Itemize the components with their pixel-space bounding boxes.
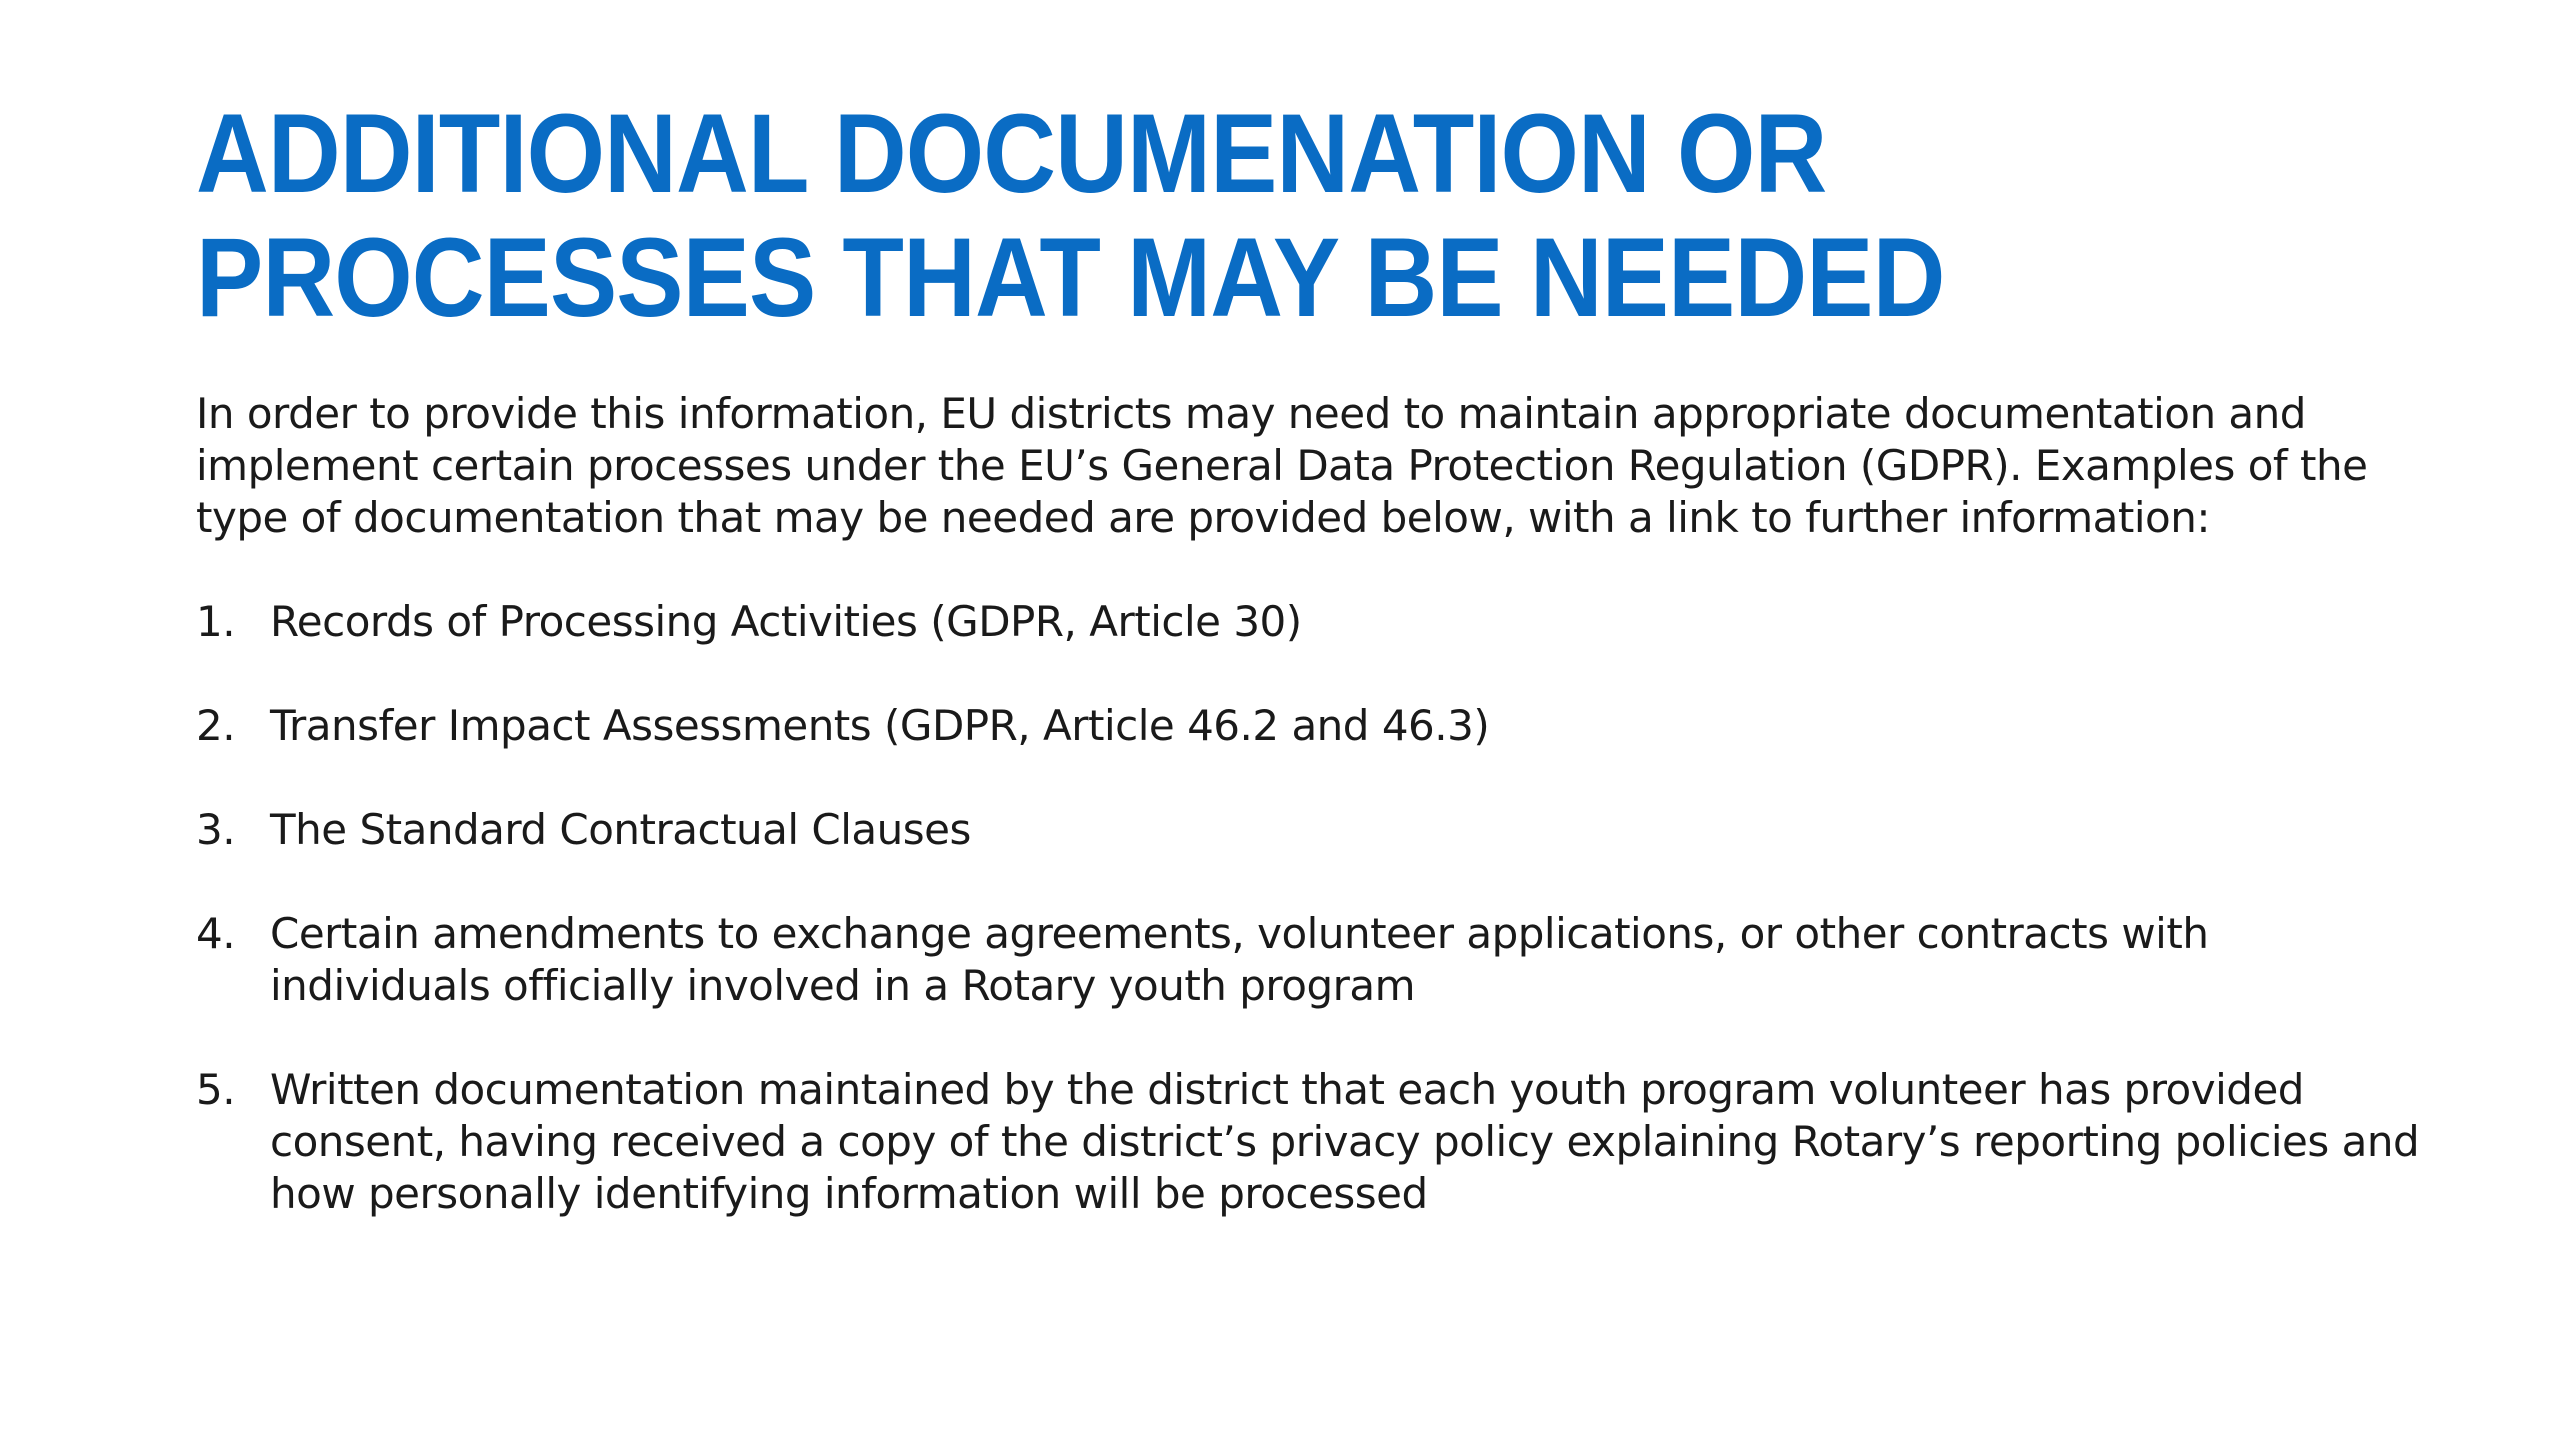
slide-title-line-1: ADDITIONAL DOCUMENATION OR [196,91,1827,216]
list-item-text: Certain amendments to exchange agreements, volunteer applications, or other contracts with individuals officially involved in a Rotary youth program [270,909,2209,1010]
list-item-number: 3. [196,805,236,854]
list-item [196,700,2436,752]
list-item-number: 4. [196,909,236,958]
list-item-text: Records of Processing Activities (GDPR, Article 30) [270,597,1302,646]
list-item [196,596,2436,648]
list-item [196,804,2436,856]
list-item-text: Transfer Impact Assessments (GDPR, Article 46.2 and 46.3) [270,701,1490,750]
list-item-number: 2. [196,701,236,750]
list-item-text: Written documentation maintained by the district that each youth program volunteer has provided consent, having received a copy of the district’s privacy policy explaining Rotary’s reporting policies and how personally identifying information will be processed [270,1065,2420,1218]
list-item-number: 5. [196,1065,236,1114]
slide-title-line-2: PROCESSES THAT MAY BE NEEDED [196,215,1945,340]
list-item-text: The Standard Contractual Clauses [270,805,971,854]
documentation-list [196,596,2436,1272]
list-item [196,1064,2436,1220]
slide-title [196,92,2176,340]
list-item [196,908,2436,1012]
list-item-number: 1. [196,597,236,646]
intro-paragraph: In order to provide this information, EU districts may need to maintain appropriate documentation and implement certain processes under the EU’s General Data Protection Regulation (GDPR). Examples of the type of documentation that may be needed are provided below, with a link to further information: [196,389,2368,542]
